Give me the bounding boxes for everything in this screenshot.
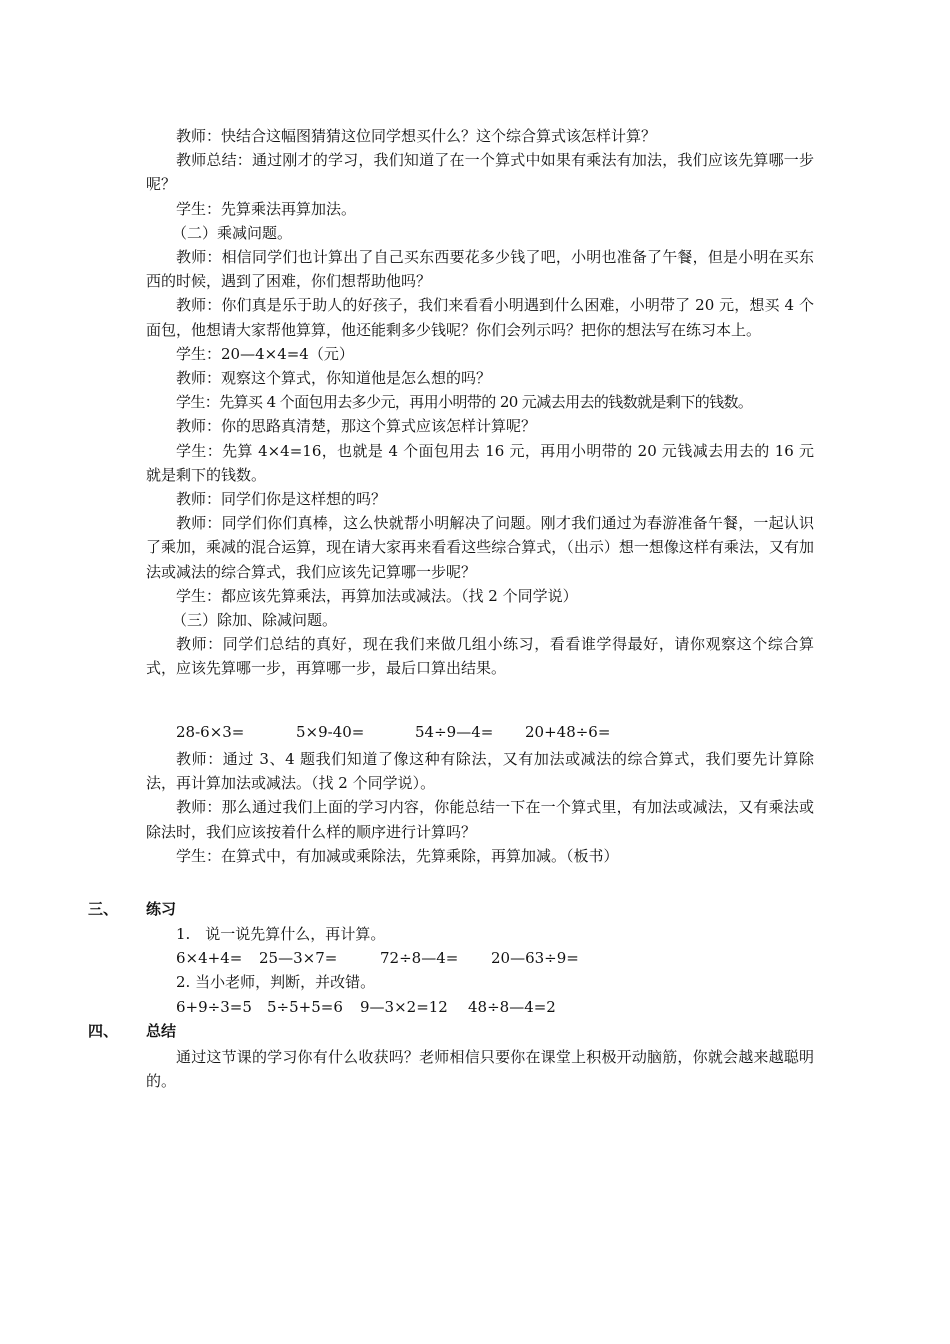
equation: 5÷5+5=6 <box>267 998 343 1016</box>
equation: 54÷9—4= <box>415 723 494 741</box>
paragraph: 教师：同学们总结的真好，现在我们来做几组小练习，看看谁学得最好，请你观察这个综合算式，应该先算哪一步，再算哪一步，最后口算出结果。 <box>146 635 814 678</box>
dialogue-block <box>146 124 814 681</box>
paragraph: 教师：观察这个算式，你知道他是怎么想的吗？ <box>176 369 492 388</box>
paragraph: 教师：相信同学们也计算出了自己买东西要花多少钱了吧，小明也准备了午餐，但是小明在买东西的时候，遇到了困难，你们想帮助他吗？ <box>146 248 814 291</box>
equation: 6+9÷3=5 <box>176 998 252 1016</box>
exercise-item: 1. 说一说先算什么，再计算。 <box>176 925 386 943</box>
paragraph: 学生：20—4×4=4（元） <box>176 344 354 363</box>
paragraph: 学生：先算 4×4=16，也就是 4 个面包用去 16 元，再用小明带的 20 元钱减去用去的 16 元就是剩下的钱数。 <box>146 441 814 484</box>
section-number: 四、 <box>88 1022 119 1040</box>
equation: 72÷8—4= <box>380 949 459 967</box>
paragraph: 教师：你的思路真清楚，那这个算式应该怎样计算呢？ <box>176 417 537 436</box>
section-title: 总结 <box>146 1022 177 1040</box>
equation: 9—3×2=12 <box>360 998 448 1016</box>
subsection-heading: （二）乘减问题。 <box>172 223 293 242</box>
equation: 5×9-40= <box>296 723 365 741</box>
paragraph: 教师：同学们你们真棒，这么快就帮小明解决了问题。刚才我们通过为春游准备午餐，一起认识了乘加，乘减的混合运算，现在请大家再来看看这些综合算式，（出示）想一想像这样有乘法，又有加法或减法的综合算式，我们应该先记算哪一步呢？ <box>146 514 814 581</box>
paragraph: 学生：在算式中，有加减或乘除法，先算乘除，再算加减。（板书） <box>176 846 619 865</box>
section-title: 练习 <box>146 900 177 918</box>
paragraph: 教师：同学们你是这样想的吗？ <box>176 490 387 509</box>
paragraph: 学生：先算买 4 个面包用去多少元，再用小明带的 20 元减去用去的钱数就是剩下的钱数。 <box>176 393 753 412</box>
paragraph: 教师：通过 3、4 题我们知道了像这种有除法，又有加法或减法的综合算式，我们要先计算除法，再计算加法或减法。（找 2 个同学说）。 <box>146 750 814 793</box>
equation: 48÷8—4=2 <box>468 998 556 1016</box>
summary-block <box>146 1045 814 1093</box>
equation: 20—63÷9= <box>491 949 579 967</box>
section-number: 三、 <box>88 900 119 918</box>
paragraph: 学生：先算乘法再算加法。 <box>176 199 357 218</box>
exercise-row <box>176 721 610 743</box>
paragraph: 教师：那么通过我们上面的学习内容，你能总结一下在一个算式里，有加法或减法，又有乘法或除法时，我们应该按着什么样的顺序进行计算吗？ <box>146 798 814 841</box>
dialogue-block-tail <box>146 747 814 868</box>
equation: 25—3×7= <box>259 949 338 967</box>
paragraph: 教师总结：通过刚才的学习，我们知道了在一个算式中如果有乘法有加法，我们应该先算哪一步呢？ <box>146 151 814 194</box>
equation: 6×4+4= <box>176 949 243 967</box>
exercise-row <box>176 996 556 1018</box>
subsection-heading: （三）除加、除减问题。 <box>172 611 338 630</box>
paragraph: 教师：你们真是乐于助人的好孩子，我们来看看小明遇到什么困难，小明带了 20 元，想买 4 个面包，他想请大家帮他算算，他还能剩多少钱呢？你们会列示吗？把你的想法写在练习本上。 <box>146 296 814 339</box>
exercise-row <box>176 947 579 969</box>
equation: 20+48÷6= <box>525 723 611 741</box>
exercise-item: 2. 当小老师，判断，并改错。 <box>176 973 376 991</box>
paragraph: 学生：都应该先算乘法，再算加法或减法。（找 2 个同学说） <box>176 586 578 605</box>
paragraph: 通过这节课的学习你有什么收获吗？老师相信只要你在课堂上积极开动脑筋，你就会越来越聪明的。 <box>146 1048 814 1091</box>
equation: 28-6×3= <box>176 723 245 741</box>
paragraph: 教师：快结合这幅图猜猜这位同学想买什么？这个综合算式该怎样计算？ <box>176 127 657 145</box>
